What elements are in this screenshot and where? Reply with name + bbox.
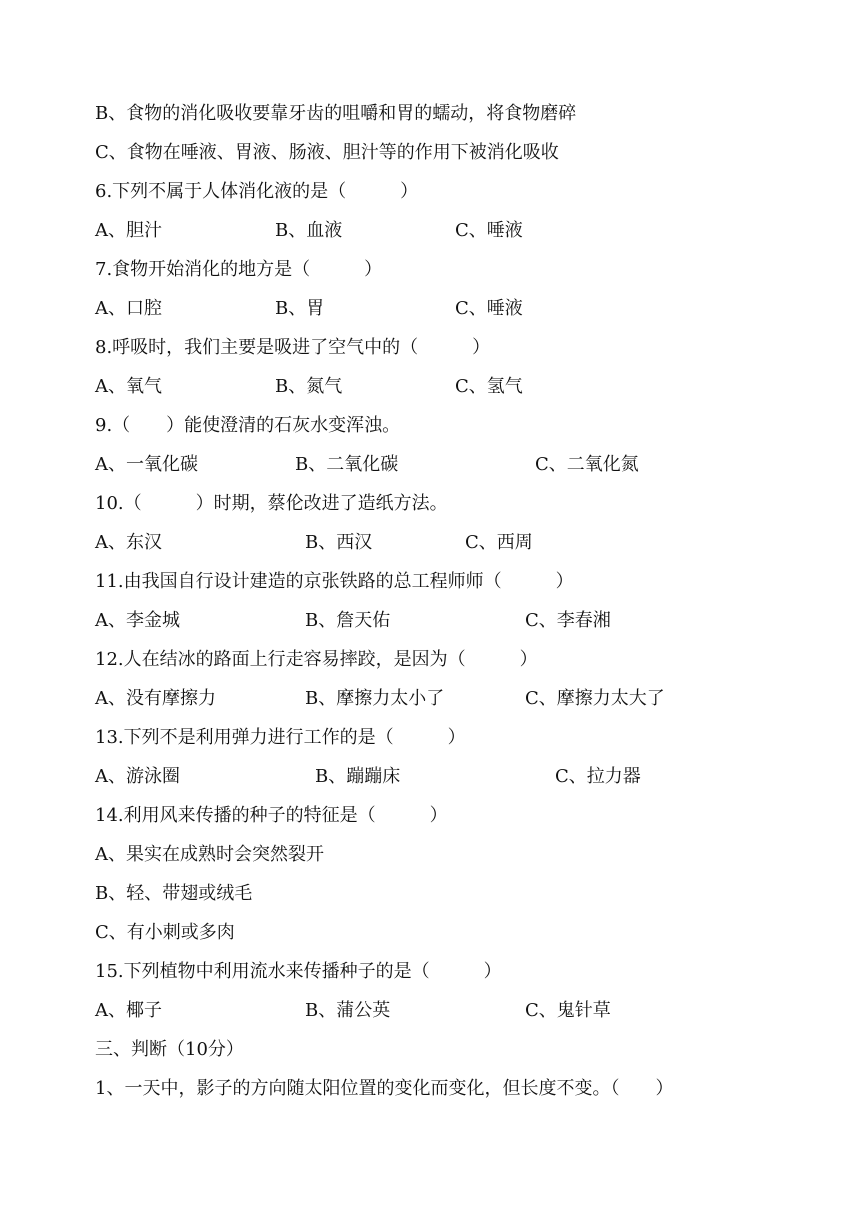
question-6-options xyxy=(95,216,523,246)
question-14-option-a: A、果实在成熟时会突然裂开 xyxy=(95,844,324,865)
question-6: 6.下列不属于人体消化液的是（ ） xyxy=(95,181,419,202)
question-11: 11.由我国自行设计建造的京张铁路的总工程师师（ ） xyxy=(95,571,574,592)
option-b: B、詹天佑 xyxy=(305,610,391,631)
option-a: A、没有摩擦力 xyxy=(95,688,216,709)
option-c: C、摩擦力太大了 xyxy=(525,688,665,709)
option-b: B、蹦蹦床 xyxy=(315,766,401,787)
option-a: A、氧气 xyxy=(95,376,162,397)
option-c: C、李春湘 xyxy=(525,610,611,631)
question-13: 13.下列不是利用弹力进行工作的是（ ） xyxy=(95,727,466,748)
option-c: C、西周 xyxy=(465,532,533,553)
option-c: C、唾液 xyxy=(455,220,523,241)
question-14-option-c: C、有小刺或多肉 xyxy=(95,922,235,943)
question-9-options xyxy=(95,450,639,480)
question-10: 10.（ ）时期，蔡伦改进了造纸方法。 xyxy=(95,493,448,514)
option-b: B、摩擦力太小了 xyxy=(305,688,445,709)
question-11-options xyxy=(95,606,611,636)
question-7: 7.食物开始消化的地方是（ ） xyxy=(95,259,383,280)
option-a: A、游泳圈 xyxy=(95,766,180,787)
question-5-option-b: B、食物的消化吸收要靠牙齿的咀嚼和胃的蠕动，将食物磨碎 xyxy=(95,103,577,124)
question-10-options xyxy=(95,528,533,558)
question-15: 15.下列植物中利用流水来传播种子的是（ ） xyxy=(95,961,502,982)
option-c: C、氢气 xyxy=(455,376,523,397)
option-b: B、二氧化碳 xyxy=(295,454,399,475)
option-a: A、口腔 xyxy=(95,298,162,319)
option-b: B、血液 xyxy=(275,220,343,241)
option-a: A、李金城 xyxy=(95,610,180,631)
question-14-option-b: B、轻、带翅或绒毛 xyxy=(95,883,253,904)
question-12-options xyxy=(95,684,665,714)
question-15-options xyxy=(95,996,611,1026)
option-c: C、鬼针草 xyxy=(525,1000,611,1021)
option-b: B、西汉 xyxy=(305,532,373,553)
question-7-options xyxy=(95,294,523,324)
option-b: B、氮气 xyxy=(275,376,343,397)
question-12: 12.人在结冰的路面上行走容易摔跤，是因为（ ） xyxy=(95,649,538,670)
option-c: C、二氧化氮 xyxy=(535,454,639,475)
question-13-options xyxy=(95,762,641,792)
option-b: B、蒲公英 xyxy=(305,1000,391,1021)
judgment-1: 1、一天中，影子的方向随太阳位置的变化而变化，但长度不变。（ ） xyxy=(95,1078,674,1099)
question-8: 8.呼吸时，我们主要是吸进了空气中的（ ） xyxy=(95,337,491,358)
option-a: A、东汉 xyxy=(95,532,162,553)
option-b: B、胃 xyxy=(275,298,325,319)
question-14: 14.利用风来传播的种子的特征是（ ） xyxy=(95,805,448,826)
option-a: A、胆汁 xyxy=(95,220,162,241)
question-8-options xyxy=(95,372,523,402)
option-a: A、一氧化碳 xyxy=(95,454,198,475)
section-3-heading: 三、判断（10分） xyxy=(95,1039,244,1060)
option-c: C、拉力器 xyxy=(555,766,641,787)
question-9: 9.（ ）能使澄清的石灰水变浑浊。 xyxy=(95,415,401,436)
question-5-option-c: C、食物在唾液、胃液、肠液、胆汁等的作用下被消化吸收 xyxy=(95,142,559,163)
option-c: C、唾液 xyxy=(455,298,523,319)
option-a: A、椰子 xyxy=(95,1000,162,1021)
